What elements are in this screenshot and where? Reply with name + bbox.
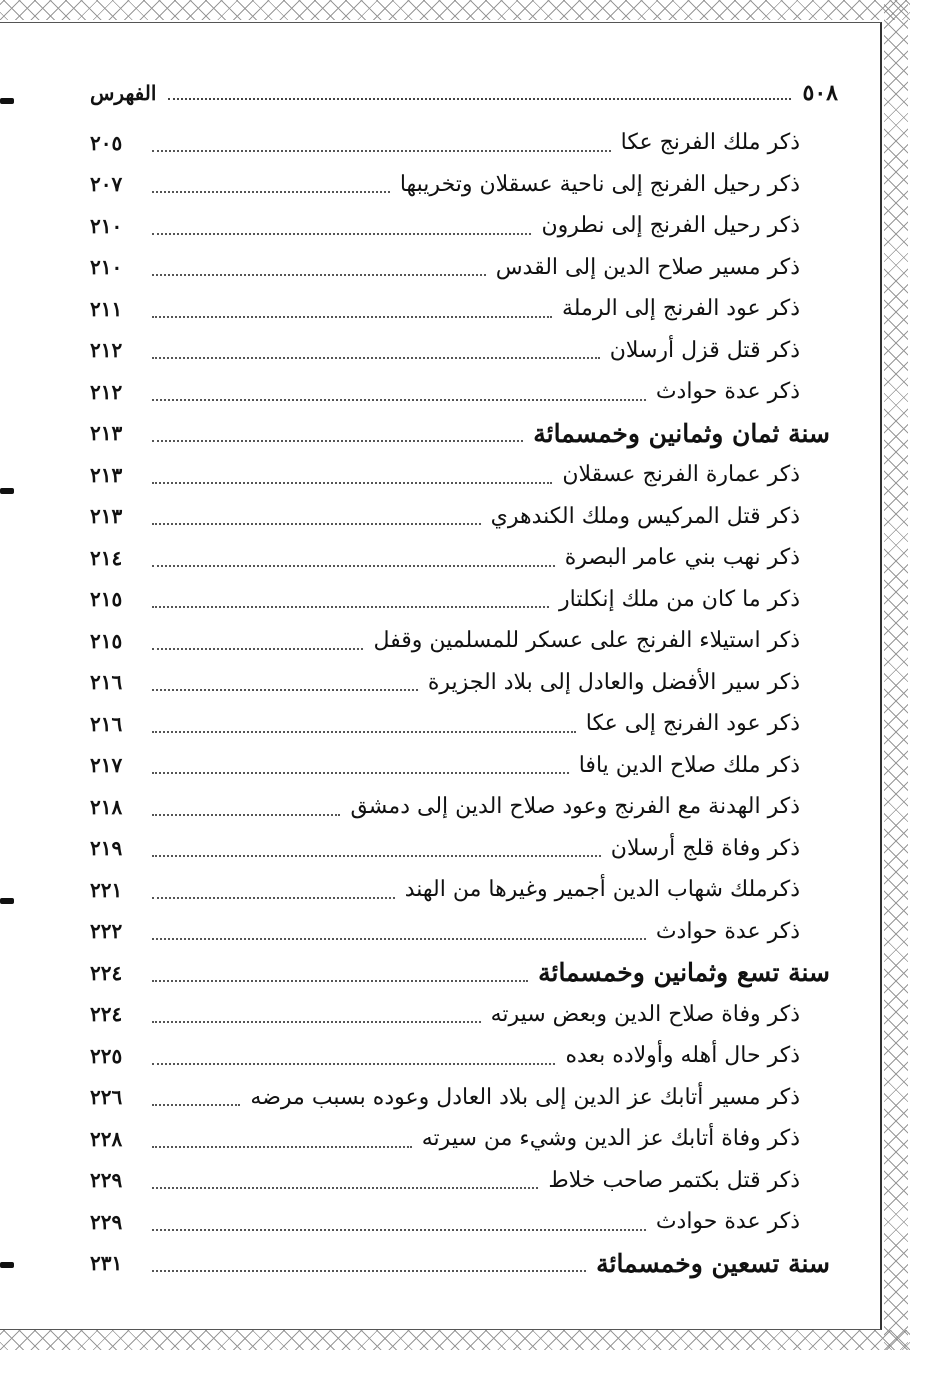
toc-entry [90,330,830,372]
toc-entry [90,454,830,496]
toc-entry-page: ٢٢٨ [90,1126,123,1151]
dot-leader [152,274,486,276]
toc-entry [90,828,830,870]
dot-leader [152,523,481,525]
dot-leader [152,482,552,484]
toc-entry-page: ٢٢٥ [90,1043,123,1068]
dot-leader [152,648,363,650]
dot-leader [152,233,531,235]
toc-entry [90,1160,830,1202]
toc-entry-page: ٢١٢ [90,338,123,363]
toc-entry-title: ذكر رحيل الفرنج إلى ناحية عسقلان وتخريبها [399,171,800,197]
toc-entry [90,122,830,164]
toc-entry-title: ذكر ملك صلاح الدين يافا [578,752,800,778]
toc-entry [90,911,830,953]
dot-leader [152,980,528,982]
ornamental-border-top [0,0,910,20]
toc-entry-title: ذكر مسير صلاح الدين إلى القدس [495,254,800,280]
toc-entry [90,579,830,621]
toc-entry [90,288,830,330]
header-title: الفهرس [90,81,157,105]
toc-entry-page: ٢١٣ [90,462,123,487]
edge-mark [0,1262,14,1268]
toc-entry-page: ٢٢٢ [90,919,123,944]
dot-leader [152,606,549,608]
toc-entry-title: ذكر وفاة صلاح الدين وبعض سيرته [490,1001,800,1027]
toc-year-heading [90,952,830,994]
edge-mark [0,488,14,494]
toc-entry [90,869,830,911]
toc-entry-title: سنة تسعين وخمسمائة [596,1248,830,1278]
toc-entry [90,164,830,206]
toc-entry [90,1077,830,1119]
toc-entry-title: ذكر سير الأفضل والعادل إلى بلاد الجزيرة [427,669,800,695]
dot-leader [152,1270,586,1272]
dot-leader [152,1146,412,1148]
dot-leader [152,731,576,733]
dot-leader [152,399,646,401]
toc-entry [90,371,830,413]
toc-entry-title: ذكر وفاة قلج أرسلان [610,835,800,861]
toc-entry [90,786,830,828]
toc-entry-page: ٢١٠ [90,213,123,238]
dot-leader [152,1063,555,1065]
toc-entry [90,662,830,704]
dot-leader [152,897,395,899]
toc-entry-page: ٢٠٥ [90,130,123,155]
toc-entry [90,537,830,579]
toc-entry-page: ٢١٦ [90,670,123,695]
toc-entry-page: ٢١٥ [90,587,123,612]
toc-entry-title: ذكر ما كان من ملك إنكلتار [559,586,800,612]
dot-leader [152,357,600,359]
ornamental-border-right [884,0,908,1350]
toc-entry-title: سنة ثمان وثمانين وخمسمائة [533,418,830,448]
toc-entry-page: ٢١٧ [90,753,123,778]
toc-entry-page: ٢١٤ [90,545,123,570]
toc-entry-title: ذكر قتل المركيس وملك الكندهري [490,503,800,529]
dot-leader [152,1021,481,1023]
toc-entry [90,205,830,247]
edge-mark [0,98,14,104]
toc-entry-page: ٢٢٦ [90,1085,123,1110]
page-number: ٥٠٨ [802,80,838,106]
running-header [90,78,838,108]
toc-entry-title: ذكر عدة حوادث [655,1209,800,1235]
toc-entry-page: ٢١٣ [90,504,123,529]
toc-entry-title: ذكر الهدنة مع الفرنج وعود صلاح الدين إلى دمشق [350,794,800,820]
toc-entry [90,745,830,787]
toc-entry-page: ٢١٢ [90,379,123,404]
dot-leader [152,855,601,857]
toc-entry-page: ٢١٨ [90,794,123,819]
toc-entry-page: ٢٢٤ [90,1002,123,1027]
toc-entry-title: ذكر حال أهله وأولاده بعده [565,1043,800,1069]
dot-leader [152,316,552,318]
toc-entry-title: ذكر قتل بكتمر صاحب خلاط [548,1167,800,1193]
toc-entry-title: ذكرملك شهاب الدين أجمير وغيرها من الهند [404,877,800,903]
toc-year-heading [90,1243,830,1285]
edge-mark [0,898,14,904]
toc-entry-title: ذكر عمارة الفرنج عسقلان [562,462,800,488]
toc-entry-title: ذكر عدة حوادث [655,918,800,944]
dot-leader [152,814,340,816]
toc-entry-page: ٢١٥ [90,628,123,653]
toc-entry-page: ٢٢٤ [90,960,123,985]
toc-entry-page: ٢٢٩ [90,1209,123,1234]
toc-entry-title: ذكر وفاة أتابك عز الدين وشيء من سيرته [421,1126,800,1152]
dot-leader [152,772,569,774]
toc-entry-title: ذكر عود الفرنج إلى عكا [585,711,800,737]
toc-entry-page: ٢٠٧ [90,172,123,197]
toc-entry-page: ٢١٩ [90,836,123,861]
toc-year-heading [90,413,830,455]
dot-leader [152,1229,646,1231]
toc-entry-title: ذكر مسير أتابك عز الدين إلى بلاد العادل وعوده بسبب مرضه [250,1084,800,1110]
toc-entry-page: ٢٢١ [90,877,123,902]
toc-entry-title: ذكر عدة حوادث [655,379,800,405]
dot-leader [152,1187,538,1189]
toc-entry-title: ذكر رحيل الفرنج إلى نطرون [541,213,800,239]
dot-leader [152,938,646,940]
toc-entry-page: ٢١٦ [90,711,123,736]
toc-entry-title: ذكر عود الفرنج إلى الرملة [561,296,800,322]
toc-entry [90,1201,830,1243]
toc-entry-title: ذكر استيلاء الفرنج على عسكر للمسلمين وقفل [373,628,800,654]
header-leader [168,98,790,100]
dot-leader [152,440,523,442]
dot-leader [152,689,418,691]
toc-entry-title: ذكر نهب بني عامر البصرة [564,545,800,571]
toc-entry [90,1035,830,1077]
dot-leader [152,1104,240,1106]
toc-entry [90,994,830,1036]
toc-entry-page: ٢١١ [90,296,123,321]
toc-entry-title: ذكر ملك الفرنج عكا [620,130,800,156]
toc-entry [90,703,830,745]
ornamental-border-bottom [0,1330,910,1350]
dot-leader [152,565,555,567]
toc-entry-title: سنة تسع وثمانين وخمسمائة [538,958,830,988]
dot-leader [152,191,390,193]
toc-entry-page: ٢٢٩ [90,1168,123,1193]
toc-entry [90,496,830,538]
toc-entry-page: ٢١٣ [90,421,123,446]
toc-entry [90,1118,830,1160]
toc-entry-page: ٢١٠ [90,255,123,280]
toc-entry-title: ذكر قتل قزل أرسلان [609,337,800,363]
table-of-contents [90,122,830,1284]
toc-entry [90,620,830,662]
toc-entry [90,247,830,289]
toc-entry-page: ٢٣١ [90,1251,123,1276]
dot-leader [152,150,611,152]
